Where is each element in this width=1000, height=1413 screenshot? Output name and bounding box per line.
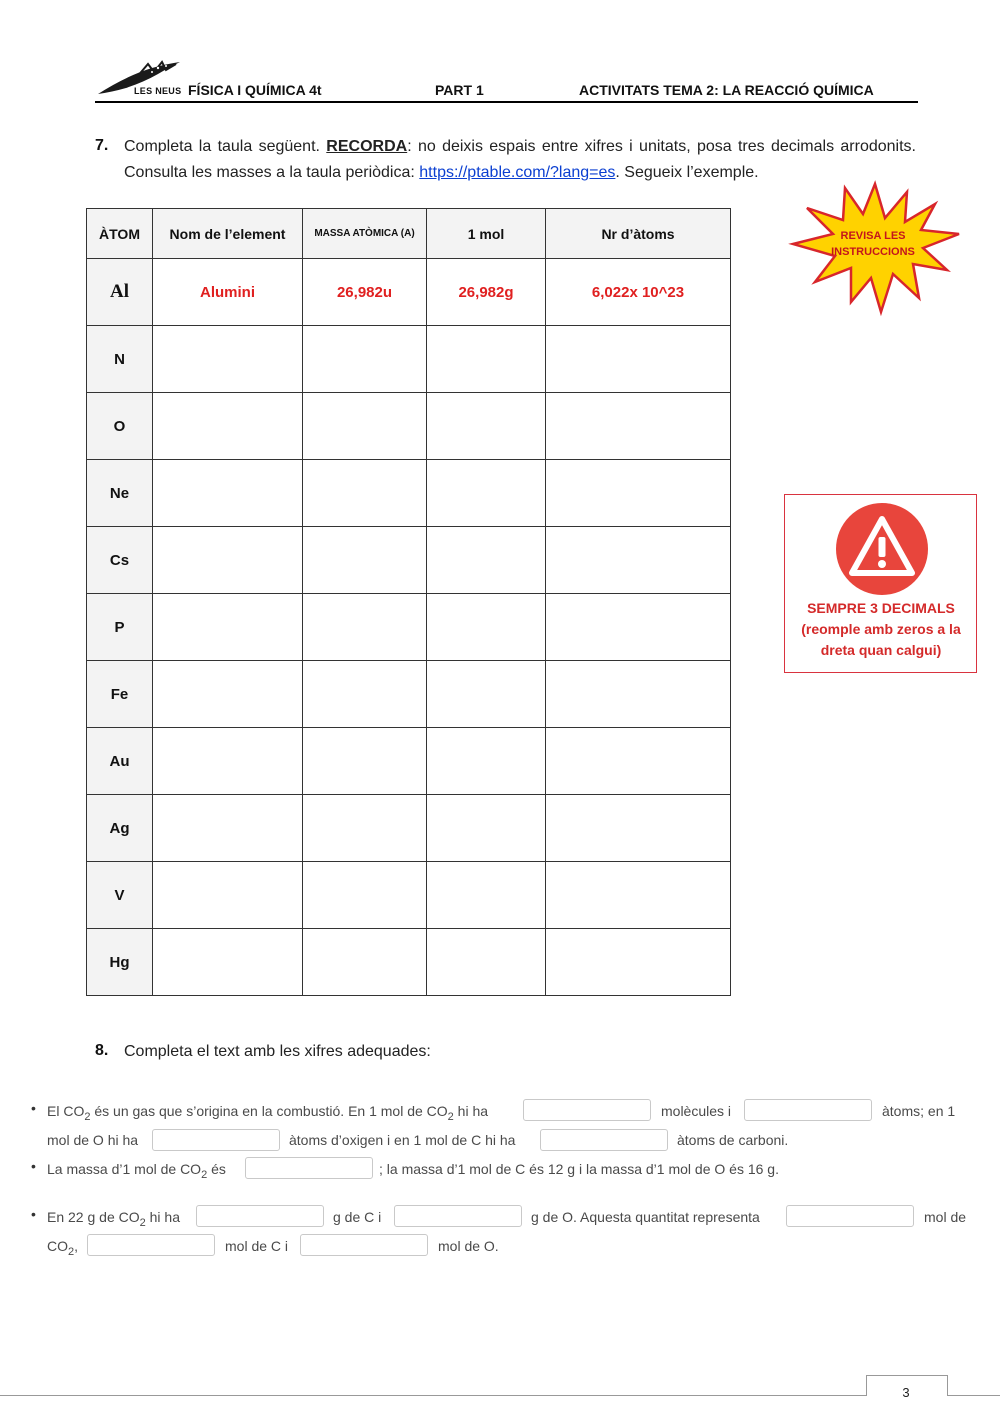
q7-text-b: : no deixis espais entre xifres i unitats, posa tres decimals arrodonits. Consulta les masses a la taula periòdica: [124, 138, 917, 181]
atom-symbol: P [87, 594, 153, 661]
q8-instructions: Completa el text amb les xifres adequades: [124, 1043, 431, 1060]
mol-cell[interactable] [427, 393, 546, 460]
mol-cell[interactable] [427, 929, 546, 996]
atom-symbol: Hg [87, 929, 153, 996]
mass-cell[interactable] [303, 728, 427, 795]
atoms-table [86, 208, 731, 996]
example-mass: 26,982u [303, 259, 427, 326]
mol-cell[interactable] [427, 661, 546, 728]
mol-cell[interactable] [427, 527, 546, 594]
q7-number: 7. [95, 137, 109, 154]
mass-cell[interactable] [303, 929, 427, 996]
mol-cell[interactable] [427, 460, 546, 527]
b3-text-3: g de O. Aquesta quantitat representa [531, 1209, 760, 1225]
mol-cell[interactable] [427, 728, 546, 795]
table-row [87, 728, 731, 795]
example-atom: Al [87, 259, 153, 326]
b1-text-2: molècules i [661, 1103, 732, 1119]
table-row [87, 527, 731, 594]
header-subject: FÍSICA I QUÍMICA 4t [188, 82, 322, 98]
atoms-cell[interactable] [546, 929, 731, 996]
warning-text [786, 598, 976, 661]
atoms-cell[interactable] [546, 460, 731, 527]
b2-text-2: ; la massa d’1 mol de C és 12 g i la massa d’1 mol de O és 16 g. [379, 1161, 779, 1177]
atom-symbol: O [87, 393, 153, 460]
star-label [817, 228, 929, 260]
field-carbon-atoms[interactable] [540, 1129, 668, 1151]
table-row [87, 393, 731, 460]
example-mol: 26,982g [427, 259, 546, 326]
mass-cell[interactable] [303, 527, 427, 594]
table-row [87, 460, 731, 527]
example-atoms: 6,022x 10^23 [546, 259, 731, 326]
warning-line-2: (reomple amb zeros a la [801, 621, 961, 637]
b3-text-7: mol de O. [438, 1238, 499, 1254]
field-mol-oxygen[interactable] [300, 1234, 428, 1256]
col-header-atom: ÀTOM [87, 209, 153, 259]
col-header-name: Nom de l’element [153, 209, 303, 259]
star-line-2: INSTRUCCIONS [831, 246, 915, 258]
name-cell[interactable] [153, 393, 303, 460]
warning-line-1: SEMPRE 3 DECIMALS [807, 600, 955, 616]
star-line-1: REVISA LES [840, 230, 906, 242]
atoms-cell[interactable] [546, 862, 731, 929]
name-cell[interactable] [153, 460, 303, 527]
atom-symbol: Cs [87, 527, 153, 594]
mol-cell[interactable] [427, 594, 546, 661]
atoms-cell[interactable] [546, 594, 731, 661]
table-row [87, 862, 731, 929]
mol-cell[interactable] [427, 795, 546, 862]
table-row [87, 661, 731, 728]
b1-text-3: àtoms; en 1 [882, 1103, 956, 1119]
atoms-cell[interactable] [546, 661, 731, 728]
field-mol-co2[interactable] [786, 1205, 914, 1227]
atoms-cell[interactable] [546, 326, 731, 393]
col-header-atoms: Nr d’àtoms [546, 209, 731, 259]
atoms-cell[interactable] [546, 393, 731, 460]
table-row [87, 929, 731, 996]
example-row [87, 259, 731, 326]
b1-text-6: àtoms de carboni. [677, 1132, 789, 1148]
name-cell[interactable] [153, 661, 303, 728]
name-cell[interactable] [153, 594, 303, 661]
atom-symbol: N [87, 326, 153, 393]
page-number: 3 [902, 1385, 910, 1400]
name-cell[interactable] [153, 728, 303, 795]
b3-text-2: g de C i [333, 1209, 382, 1225]
b1-text-1: El $CO_2$ és un gas que s’origina en la combustió. En 1 mol de $CO_2$ hi ha [47, 1103, 489, 1123]
warning-line-3: dreta quan calgui) [820, 642, 942, 658]
bullet-dot: • [31, 1158, 36, 1174]
mol-cell[interactable] [427, 862, 546, 929]
mass-cell[interactable] [303, 393, 427, 460]
b3-text-4: mol de [924, 1209, 967, 1225]
b1-text-5: àtoms d’oxigen i en 1 mol de C hi ha [289, 1132, 516, 1148]
b3-text-1: En 22 g de $CO_2$ hi ha [47, 1209, 180, 1229]
q7-text-a: Completa la taula següent. [124, 138, 320, 155]
header-topic: ACTIVITATS TEMA 2: LA REACCIÓ QUÍMICA [579, 82, 874, 98]
name-cell[interactable] [153, 527, 303, 594]
field-co2-atoms[interactable] [744, 1099, 872, 1121]
atom-symbol: Fe [87, 661, 153, 728]
name-cell[interactable] [153, 326, 303, 393]
field-grams-oxygen[interactable] [394, 1205, 522, 1227]
mass-cell[interactable] [303, 862, 427, 929]
field-oxygen-atoms[interactable] [152, 1129, 280, 1151]
atom-symbol: Ne [87, 460, 153, 527]
q8-number: 8. [95, 1042, 109, 1059]
header-divider [95, 101, 918, 103]
mol-cell[interactable] [427, 326, 546, 393]
footer-divider [0, 1395, 1000, 1396]
mass-cell[interactable] [303, 460, 427, 527]
q7-recorda: RECORDA [326, 138, 408, 155]
mass-cell[interactable] [303, 326, 427, 393]
bullet-dot: • [31, 1206, 36, 1222]
ptable-link[interactable]: https://ptable.com/?lang=es [419, 164, 616, 181]
warning-icon [836, 503, 928, 595]
b3-text-5: $CO_2$, [47, 1238, 79, 1258]
atoms-cell[interactable] [546, 527, 731, 594]
col-header-mol: 1 mol [427, 209, 546, 259]
table-row [87, 326, 731, 393]
col-header-mass: MASSA ATÒMICA (A) [303, 209, 427, 259]
field-co2-mass[interactable] [245, 1157, 373, 1179]
atom-symbol: V [87, 862, 153, 929]
atom-symbol: Ag [87, 795, 153, 862]
header-part: PART 1 [435, 82, 484, 98]
field-co2-molecules[interactable] [523, 1099, 651, 1121]
example-name: Alumini [153, 259, 303, 326]
mass-cell[interactable] [303, 661, 427, 728]
b2-text-1: La massa d’1 mol de $CO_2$ és [47, 1161, 226, 1181]
bullet-dot: • [31, 1100, 36, 1116]
atoms-cell[interactable] [546, 795, 731, 862]
q7-text-c: . Segueix l’exemple. [615, 164, 759, 181]
table-row [87, 795, 731, 862]
logo-text: LES NEUS [134, 86, 182, 96]
name-cell[interactable] [153, 795, 303, 862]
mass-cell[interactable] [303, 594, 427, 661]
atom-symbol: Au [87, 728, 153, 795]
name-cell[interactable] [153, 862, 303, 929]
mass-cell[interactable] [303, 795, 427, 862]
atoms-cell[interactable] [546, 728, 731, 795]
field-grams-carbon[interactable] [196, 1205, 324, 1227]
b1-text-4: mol de O hi ha [47, 1132, 139, 1148]
table-row [87, 594, 731, 661]
b3-text-6: mol de C i [225, 1238, 289, 1254]
name-cell[interactable] [153, 929, 303, 996]
table-header-row [87, 209, 731, 259]
field-mol-carbon[interactable] [87, 1234, 215, 1256]
